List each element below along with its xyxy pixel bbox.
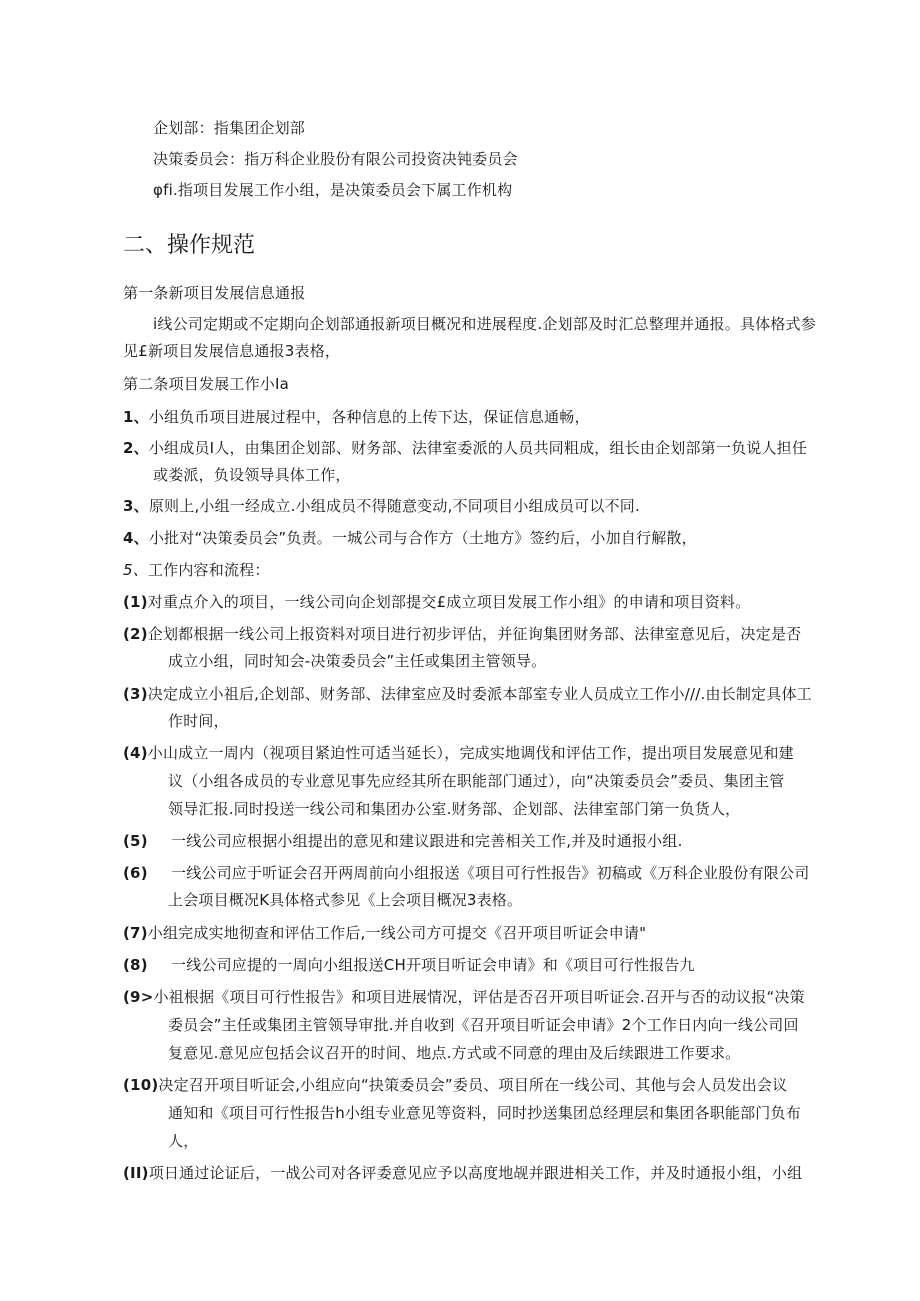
step-text: 决定召开项目听证会,小组应向“抉策委员会”委员、项目所在一线公司、其他与会人员发出会议 xyxy=(158,1076,788,1094)
step-2-continued: 成立小组，同时知会-决策委员会”主任或集团主管领导。 xyxy=(168,652,547,670)
step-9 xyxy=(123,985,805,1009)
article1-paragraph-line2: 见£新项目发展信息通报3表格， xyxy=(123,342,341,360)
item-number: 2、 xyxy=(123,439,149,457)
step-4 xyxy=(123,741,794,765)
article2-item2 xyxy=(123,436,807,460)
step-text: 项日通过论证后，一战公司对各评委意见应予以高度地觇并跟进相关工作，并及时通报小组，小组 xyxy=(148,1164,803,1182)
step-number: (1) xyxy=(123,593,148,611)
item-text: 工作内容和流程： xyxy=(147,561,270,579)
step-text: 企划都根据一线公司上报资料对项目进行初步评估，并征询集团财务部、法律室意见后，决定是否 xyxy=(147,625,802,643)
step-10 xyxy=(123,1073,787,1097)
step-text: 小山成立一周内（视项目紧迫性可适当延长），完成实地调伐和评估工作，提出项目发展意见和建 xyxy=(147,744,794,762)
step-10-continued-2: 人， xyxy=(168,1132,199,1150)
article2-item4 xyxy=(123,526,697,550)
article1-title: 第一条新项目发展信息通报 xyxy=(123,284,306,302)
step-3 xyxy=(123,682,812,706)
step-8 xyxy=(123,953,695,977)
step-text: 一线公司应根据小组提出的意见和建议跟进和完善相关工作,并及时通报小组. xyxy=(171,832,683,850)
step-6 xyxy=(123,861,809,885)
item-text: 小组负币项目进展过程中，各种信息的上传下达，保证信息通畅， xyxy=(148,408,590,426)
item-number: 4、 xyxy=(123,529,149,547)
article2-item5 xyxy=(123,558,270,582)
step-number: (6) xyxy=(123,864,148,882)
step-number: (3) xyxy=(123,685,148,703)
step-7 xyxy=(123,921,646,945)
definition-working-group: φfi.指项目发展工作小组，是决策委员会下属工作机构 xyxy=(153,181,513,199)
item-text: 小组成员I人，由集团企划部、财务部、法律室委派的人员共同粗成，组长由企划部第一负说人担任 xyxy=(148,439,808,457)
step-text: 小组完成实地彻查和评估工作后,一线公司方可提交《召开项目听证会申请" xyxy=(147,924,647,942)
step-9-continued-2: 复意见.意见应包括会议召开的时间、地点.方式或不同意的理由及后续跟进工作要求。 xyxy=(168,1044,741,1062)
definition-decision-committee: 决策委员会：指万科企业股份有限公司投资决钝委员会 xyxy=(153,150,518,168)
step-number: (8) xyxy=(123,956,148,974)
article2-item2-continued: 或娄派，负设领导具体工作， xyxy=(153,466,351,484)
item-number: 5、 xyxy=(123,561,148,579)
step-1 xyxy=(123,590,750,614)
step-number: (9> xyxy=(123,988,154,1006)
article2-item3 xyxy=(123,494,640,518)
step-text: 决定成立小祖后,企划部、财务部、法律室应及时委派本部室专业人员成立工作小///.由长制定具体工 xyxy=(147,685,812,703)
article2-item1 xyxy=(123,405,590,429)
step-number: (2) xyxy=(123,625,148,643)
item-text: 原则上,小组一经成立.小组成员不得随意变动,不同项目小组成员可以不同. xyxy=(148,497,640,515)
step-3-continued: 作时间， xyxy=(168,712,229,730)
step-6-continued: 上会项目概况K具体格式参见《上会项目概况3表格。 xyxy=(168,891,523,909)
step-text: 一线公司应提的一周向小组报送CH开项目听证会申请》和《项目可行性报告九 xyxy=(171,956,695,974)
step-number: (5) xyxy=(123,832,148,850)
step-2 xyxy=(123,622,801,646)
step-number: (10) xyxy=(123,1076,159,1094)
step-10-continued-1: 通知和《项目可行性报告h小组专业意见等资料，同时抄送集团总经理层和集团各职能部门负布 xyxy=(168,1104,801,1122)
item-text: 小批对“决策委员会”负责。一城公司与合作方（土地方》签约后，小加自行解散， xyxy=(148,529,697,547)
item-number: 3、 xyxy=(123,497,149,515)
step-text: 一线公司应于听证会召开两周前向小组报送《项目可行性报告》初稿或《万科企业股份有限公司 xyxy=(171,864,810,882)
step-number: (4) xyxy=(123,744,148,762)
step-text: 对重点介入的项目，一线公司向企划部提交£成立项目发展工作小组》的申请和项目资料。 xyxy=(147,593,751,611)
item-number: 1、 xyxy=(123,408,149,426)
step-4-continued-1: 议（小组各成员的专业意见事先应经其所在职能部门通过），向“决策委员会”委员、集团主管 xyxy=(168,772,785,790)
step-number: (7) xyxy=(123,924,148,942)
step-11 xyxy=(123,1161,802,1185)
step-9-continued-1: 委员会”主任或集团主管领导审批.并自收到《召开项目听证会申请》2个工作日内向一线公司回 xyxy=(168,1016,799,1034)
step-5 xyxy=(123,829,683,853)
article1-paragraph-line1: i线公司定期或不定期向企划部通报新项目概况和进展程度.企划部及时汇总整理并通报。具体格式参 xyxy=(153,315,816,333)
definition-planning-dept: 企划部：指集团企划部 xyxy=(153,119,306,137)
step-4-continued-2: 领导汇报.同时投送一线公司和集团办公室.财务部、企划部、法律室部门第一负货人， xyxy=(168,800,741,818)
step-number: (II) xyxy=(123,1164,149,1182)
step-text: 小祖根据《项目可行性报告》和项目进展情况，评估是否召开项目听证会.召开与否的动议报“决策 xyxy=(153,988,805,1006)
section-title: 二、操作规范 xyxy=(123,233,256,258)
article2-title: 第二条项目发展工作小Ia xyxy=(123,375,290,393)
